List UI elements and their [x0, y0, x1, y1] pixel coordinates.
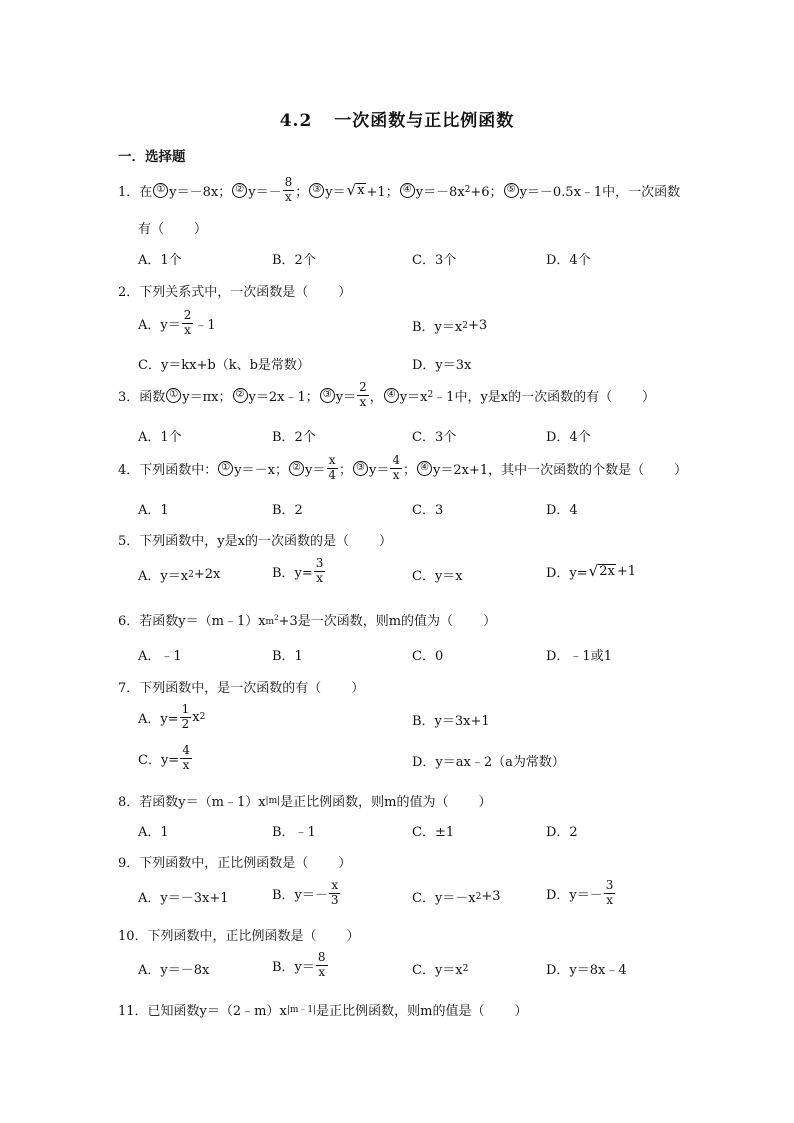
fraction: $\frac{4}{x}$ — [392, 453, 400, 482]
option-c[interactable]: C．y＝－x 2 +3 — [412, 889, 501, 906]
question-4-stem: 4．下列函数中： ① y＝－x； ② y＝ $\frac{x}{4}$ ； ③ y＝ $\frac{4}{x}$ ； ④ y＝2x+1，其中一次函数的个数是（ ） — [118, 453, 688, 482]
question-5-stem: 5．下列函数中，y是x的一次函数的是（ ） — [118, 534, 392, 549]
option-d[interactable]: D．y＝ax﹣2（a为常数） — [412, 755, 565, 770]
option-c[interactable]: C．3个 — [412, 253, 457, 268]
page-title: 4.2 一次函数与正比例函数 — [279, 111, 515, 131]
fraction: $\frac{3}{x}$ — [605, 878, 614, 907]
fraction: $\frac{4}{x}$ — [182, 743, 190, 772]
question-1-stem: 1． 在 ① y＝－8x； ② y＝－ $\frac{8}{x}$ ； ③ y＝ √ x +1； ④ y＝－8x 2 +6； ⑤ y＝－0.5x﹣1中，一次函数 — [118, 175, 681, 204]
circled-number-4: ④ — [384, 388, 399, 403]
option-b[interactable]: B．2 — [272, 503, 303, 518]
circled-number-3: ③ — [353, 461, 368, 476]
option-a[interactable]: A．﹣1 — [138, 649, 182, 664]
question-2-stem: 2．下列关系式中，一次函数是（ ） — [118, 285, 352, 300]
option-a[interactable]: A．y＝ $\frac{2}{x}$ ﹣1 — [138, 308, 216, 337]
option-c[interactable]: C．y＝x — [412, 569, 463, 584]
circled-number-1: ① — [166, 388, 181, 403]
fraction: $\frac{2}{x}$ — [183, 308, 192, 337]
option-c[interactable]: C．y＝kx+b（k、b是常数） — [138, 358, 310, 373]
option-a[interactable]: A．1 — [138, 503, 169, 518]
option-d[interactable]: D．y＝3x — [412, 358, 472, 373]
option-b[interactable]: B．y＝ $\frac{8}{x}$ — [272, 950, 326, 979]
question-8-stem: 8．若函数y＝（m﹣1）x |m| 是正比例函数，则m的值为（ ） — [118, 795, 492, 810]
section-heading: 一．选择题 — [118, 149, 186, 165]
fraction: $\frac{2}{x}$ — [359, 380, 367, 409]
option-b[interactable]: B．﹣1 — [272, 825, 316, 840]
question-11-stem: 11．已知函数y＝（2﹣m）x |m﹣1| 是正比例函数，则m的值是（ ） — [118, 1004, 528, 1019]
circled-number-2: ② — [233, 388, 248, 403]
option-d[interactable]: D．y＝－ $\frac{3}{x}$ — [546, 878, 614, 907]
question-3-stem: 3．函数 ① y＝πx； ② y＝2x﹣1； ③ y＝ $\frac{2}{x}$ ， ④ y＝x 2 ﹣1中，y是x的一次函数的有（ ） — [118, 380, 656, 409]
fraction: $\frac{x}{3}$ — [330, 878, 339, 907]
option-b[interactable]: B．1 — [272, 649, 303, 664]
question-7-stem: 7．下列函数中，是一次函数的有（ ） — [118, 681, 365, 696]
question-6-stem: 6．若函数y＝（m﹣1）x $m^2$ +3是一次函数，则m的值为（ ） — [118, 613, 497, 629]
option-a[interactable]: A．y＝－3x+1 — [138, 891, 229, 906]
option-d[interactable]: D．4个 — [546, 430, 591, 445]
option-a[interactable]: A．1个 — [138, 430, 182, 445]
option-a[interactable]: A．y＝x 2 +2x — [138, 567, 221, 584]
circled-number-1: ① — [218, 461, 233, 476]
circled-number-1: ① — [153, 183, 168, 198]
option-b[interactable]: B．y＝－ $\frac{x}{3}$ — [272, 878, 339, 907]
square-root: √ 2x — [588, 562, 615, 581]
option-c[interactable]: C．y= $\frac{4}{x}$ — [138, 743, 190, 772]
question-1-cont: 有（ ） — [138, 222, 208, 237]
circled-number-2: ② — [289, 461, 304, 476]
circled-number-2: ② — [232, 183, 247, 198]
circled-number-4: ④ — [417, 461, 432, 476]
option-a[interactable]: A．1个 — [138, 253, 182, 268]
square-root: √ x — [346, 180, 365, 199]
option-a[interactable]: A．y＝－8x — [138, 963, 210, 978]
circled-number-4: ④ — [400, 183, 415, 198]
option-d[interactable]: D．﹣1或1 — [546, 649, 612, 664]
option-b[interactable]: B．y= $\frac{3}{x}$ — [272, 556, 324, 585]
circled-number-3: ③ — [309, 183, 324, 198]
option-c[interactable]: C．0 — [412, 649, 444, 664]
question-9-stem: 9．下列函数中，正比例函数是（ ） — [118, 856, 352, 871]
option-d[interactable]: D．y= √ 2x +1 — [546, 562, 637, 581]
option-a[interactable]: A．y= $\frac{1}{2}$ x 2 — [138, 702, 206, 731]
fraction: $\frac{x}{4}$ — [328, 453, 336, 482]
option-c[interactable]: C．3个 — [412, 430, 457, 445]
option-b[interactable]: B．y＝x 2 +3 — [412, 318, 488, 335]
fraction: $\frac{8}{x}$ — [284, 175, 293, 204]
option-a[interactable]: A．1 — [138, 825, 169, 840]
option-d[interactable]: D．4 — [546, 503, 578, 518]
option-c[interactable]: C．y＝x 2 — [412, 963, 469, 978]
option-c[interactable]: C．±1 — [412, 825, 455, 840]
fraction: $\frac{1}{2}$ — [181, 702, 190, 731]
option-c[interactable]: C．3 — [412, 503, 444, 518]
option-b[interactable]: B．y＝3x+1 — [412, 714, 490, 729]
fraction: $\frac{8}{x}$ — [317, 950, 326, 979]
circled-number-3: ③ — [320, 388, 335, 403]
circled-number-5: ⑤ — [504, 183, 519, 198]
option-b[interactable]: B．2个 — [272, 253, 316, 268]
option-b[interactable]: B．2个 — [272, 430, 316, 445]
question-10-stem: 10．下列函数中，正比例函数是（ ） — [118, 929, 360, 944]
option-d[interactable]: D．y＝8x﹣4 — [546, 963, 627, 978]
option-d[interactable]: D．2 — [546, 825, 578, 840]
option-d[interactable]: D．4个 — [546, 253, 591, 268]
fraction: $\frac{3}{x}$ — [315, 556, 324, 585]
